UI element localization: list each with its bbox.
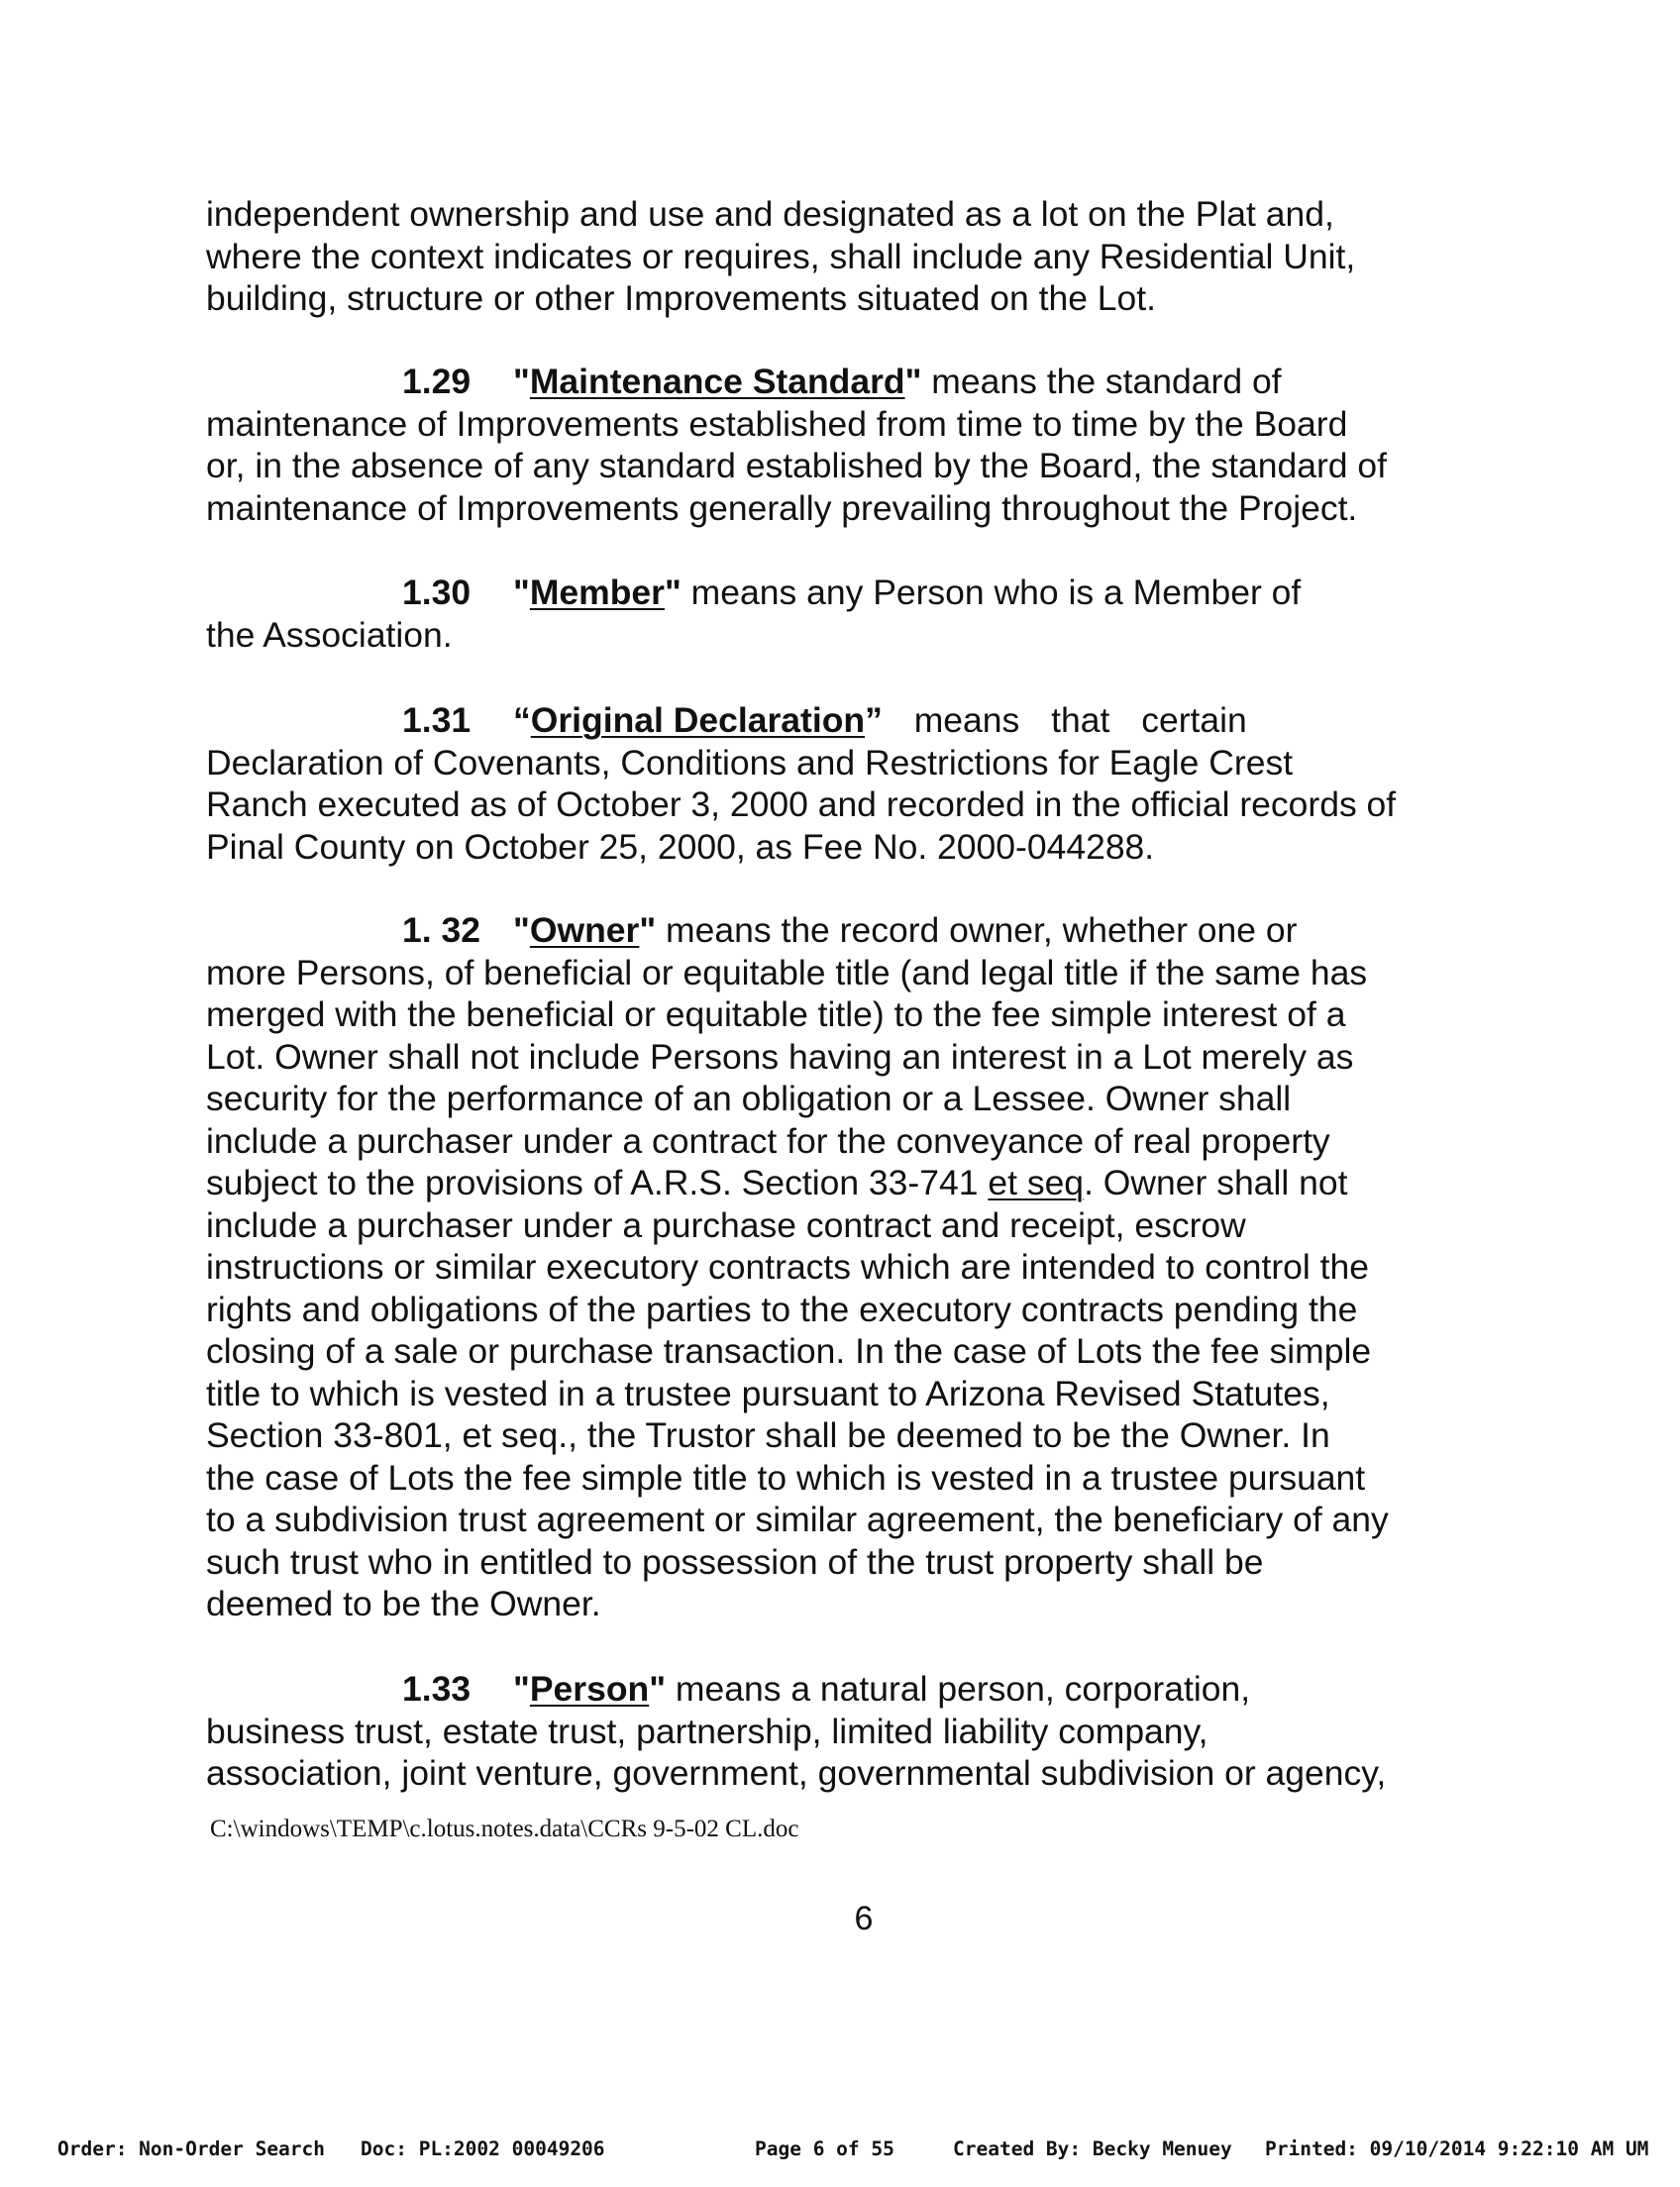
section-line: maintenance of Improvements established from time to time by the Board xyxy=(206,403,1348,444)
section-line: include a purchaser under a contract for the conveyance of real property xyxy=(206,1120,1330,1161)
section-line: instructions or similar executory contracts which are intended to control the xyxy=(206,1247,1370,1287)
section-number: 1.29 xyxy=(402,362,472,401)
et-seq-underlined: et seq xyxy=(988,1163,1085,1202)
section-line: such trust who in entitled to possession of the trust property shall be xyxy=(206,1541,1264,1582)
section-1-29 xyxy=(206,361,1506,529)
section-heading-line xyxy=(206,699,1506,742)
section-number: 1. 32 xyxy=(402,910,480,950)
section-line: title to which is vested in a trustee pursuant to Arizona Revised Statutes, xyxy=(206,1373,1330,1413)
intro-line: where the context indicates or requires, shall include any Residential Unit, xyxy=(206,236,1356,276)
intro-line: building, structure or other Improvements situated on the Lot. xyxy=(206,278,1157,318)
section-1-30 xyxy=(206,572,1506,656)
defined-term: "Owner" xyxy=(513,910,657,950)
section-line: Declaration of Covenants, Conditions and Restrictions for Eagle Crest xyxy=(206,742,1294,782)
section-line: or, in the absence of any standard established by the Board, the standard of xyxy=(206,446,1388,485)
heading-rest: means the standard of xyxy=(921,362,1282,401)
recording-stamp xyxy=(0,2137,1680,2167)
section-line: to a subdivision trust agreement or similar agreement, the beneficiary of any xyxy=(206,1500,1389,1539)
section-heading-line xyxy=(206,909,1506,952)
section-line: the Association. xyxy=(206,614,453,655)
defined-term: "Maintenance Standard" xyxy=(513,362,922,401)
defined-term: "Person" xyxy=(513,1669,667,1709)
section-number: 1.30 xyxy=(402,573,472,612)
section-1-31 xyxy=(206,699,1506,868)
section-line: closing of a sale or purchase transaction. In the case of Lots the fee simple xyxy=(206,1331,1372,1371)
section-line: association, joint venture, government, governmental subdivision or agency, xyxy=(206,1753,1387,1793)
file-path: C:\windows\TEMP\c.lotus.notes.data\CCRs 9-5-02 CL.doc xyxy=(210,1816,799,1842)
defined-term: “Original Declaration” xyxy=(513,700,883,740)
stamp-created-by: Created By: Becky Menuey xyxy=(953,2137,1232,2160)
heading-rest: means the record owner, whether one or xyxy=(656,910,1298,950)
section-number: 1.33 xyxy=(402,1669,472,1709)
section-1-32 xyxy=(206,909,1506,1625)
stamp-printed: Printed: 09/10/2014 9:22:10 AM UM xyxy=(1265,2137,1649,2160)
section-heading-line xyxy=(206,361,1506,403)
stamp-page: Page 6 of 55 xyxy=(755,2137,894,2160)
section-line: merged with the beneficial or equitable title) to the fee simple interest of a xyxy=(206,994,1346,1034)
intro-line: independent ownership and use and designated as a lot on the Plat and, xyxy=(206,194,1334,234)
section-line: maintenance of Improvements generally prevailing throughout the Project. xyxy=(206,487,1358,528)
section-line: include a purchaser under a purchase contract and receipt, escrow xyxy=(206,1204,1246,1245)
section-1-33 xyxy=(206,1668,1506,1795)
heading-rest: means that certain xyxy=(882,700,1247,740)
section-number: 1.31 xyxy=(402,700,472,740)
defined-term: "Member" xyxy=(513,573,682,612)
section-heading-line xyxy=(206,1668,1506,1711)
page-number: 6 xyxy=(854,1900,874,1937)
section-line: deemed to be the Owner. xyxy=(206,1584,601,1623)
section-line: more Persons, of beneficial or equitable title (and legal title if the same has xyxy=(206,952,1368,992)
section-line: security for the performance of an obligation or a Lessee. Owner shall xyxy=(206,1079,1292,1118)
section-line: Section 33-801, et seq., the Trustor shall be deemed to be the Owner. In xyxy=(206,1415,1330,1455)
section-line: the case of Lots the fee simple title to which is vested in a trustee pursuant xyxy=(206,1457,1366,1498)
section-line-with-underline: subject to the provisions of A.R.S. Section 33-741 et seq. Owner shall not xyxy=(206,1163,1348,1202)
heading-rest: means a natural person, corporation, xyxy=(666,1669,1251,1709)
section-line: Lot. Owner shall not include Persons having an interest in a Lot merely as xyxy=(206,1036,1354,1077)
section-line: Pinal County on October 25, 2000, as Fee No. 2000-044288. xyxy=(206,826,1155,867)
section-line: business trust, estate trust, partnership, limited liability company, xyxy=(206,1711,1208,1751)
stamp-order: Order: Non-Order Search xyxy=(57,2137,326,2160)
stamp-doc: Doc: PL:2002 00049206 xyxy=(361,2137,605,2160)
section-line: rights and obligations of the parties to the executory contracts pending the xyxy=(206,1289,1358,1329)
section-heading-line xyxy=(206,572,1506,614)
heading-rest: means any Person who is a Member of xyxy=(681,573,1302,612)
intro-paragraph xyxy=(206,193,1506,320)
section-line: Ranch executed as of October 3, 2000 and recorded in the official records of xyxy=(206,784,1397,824)
